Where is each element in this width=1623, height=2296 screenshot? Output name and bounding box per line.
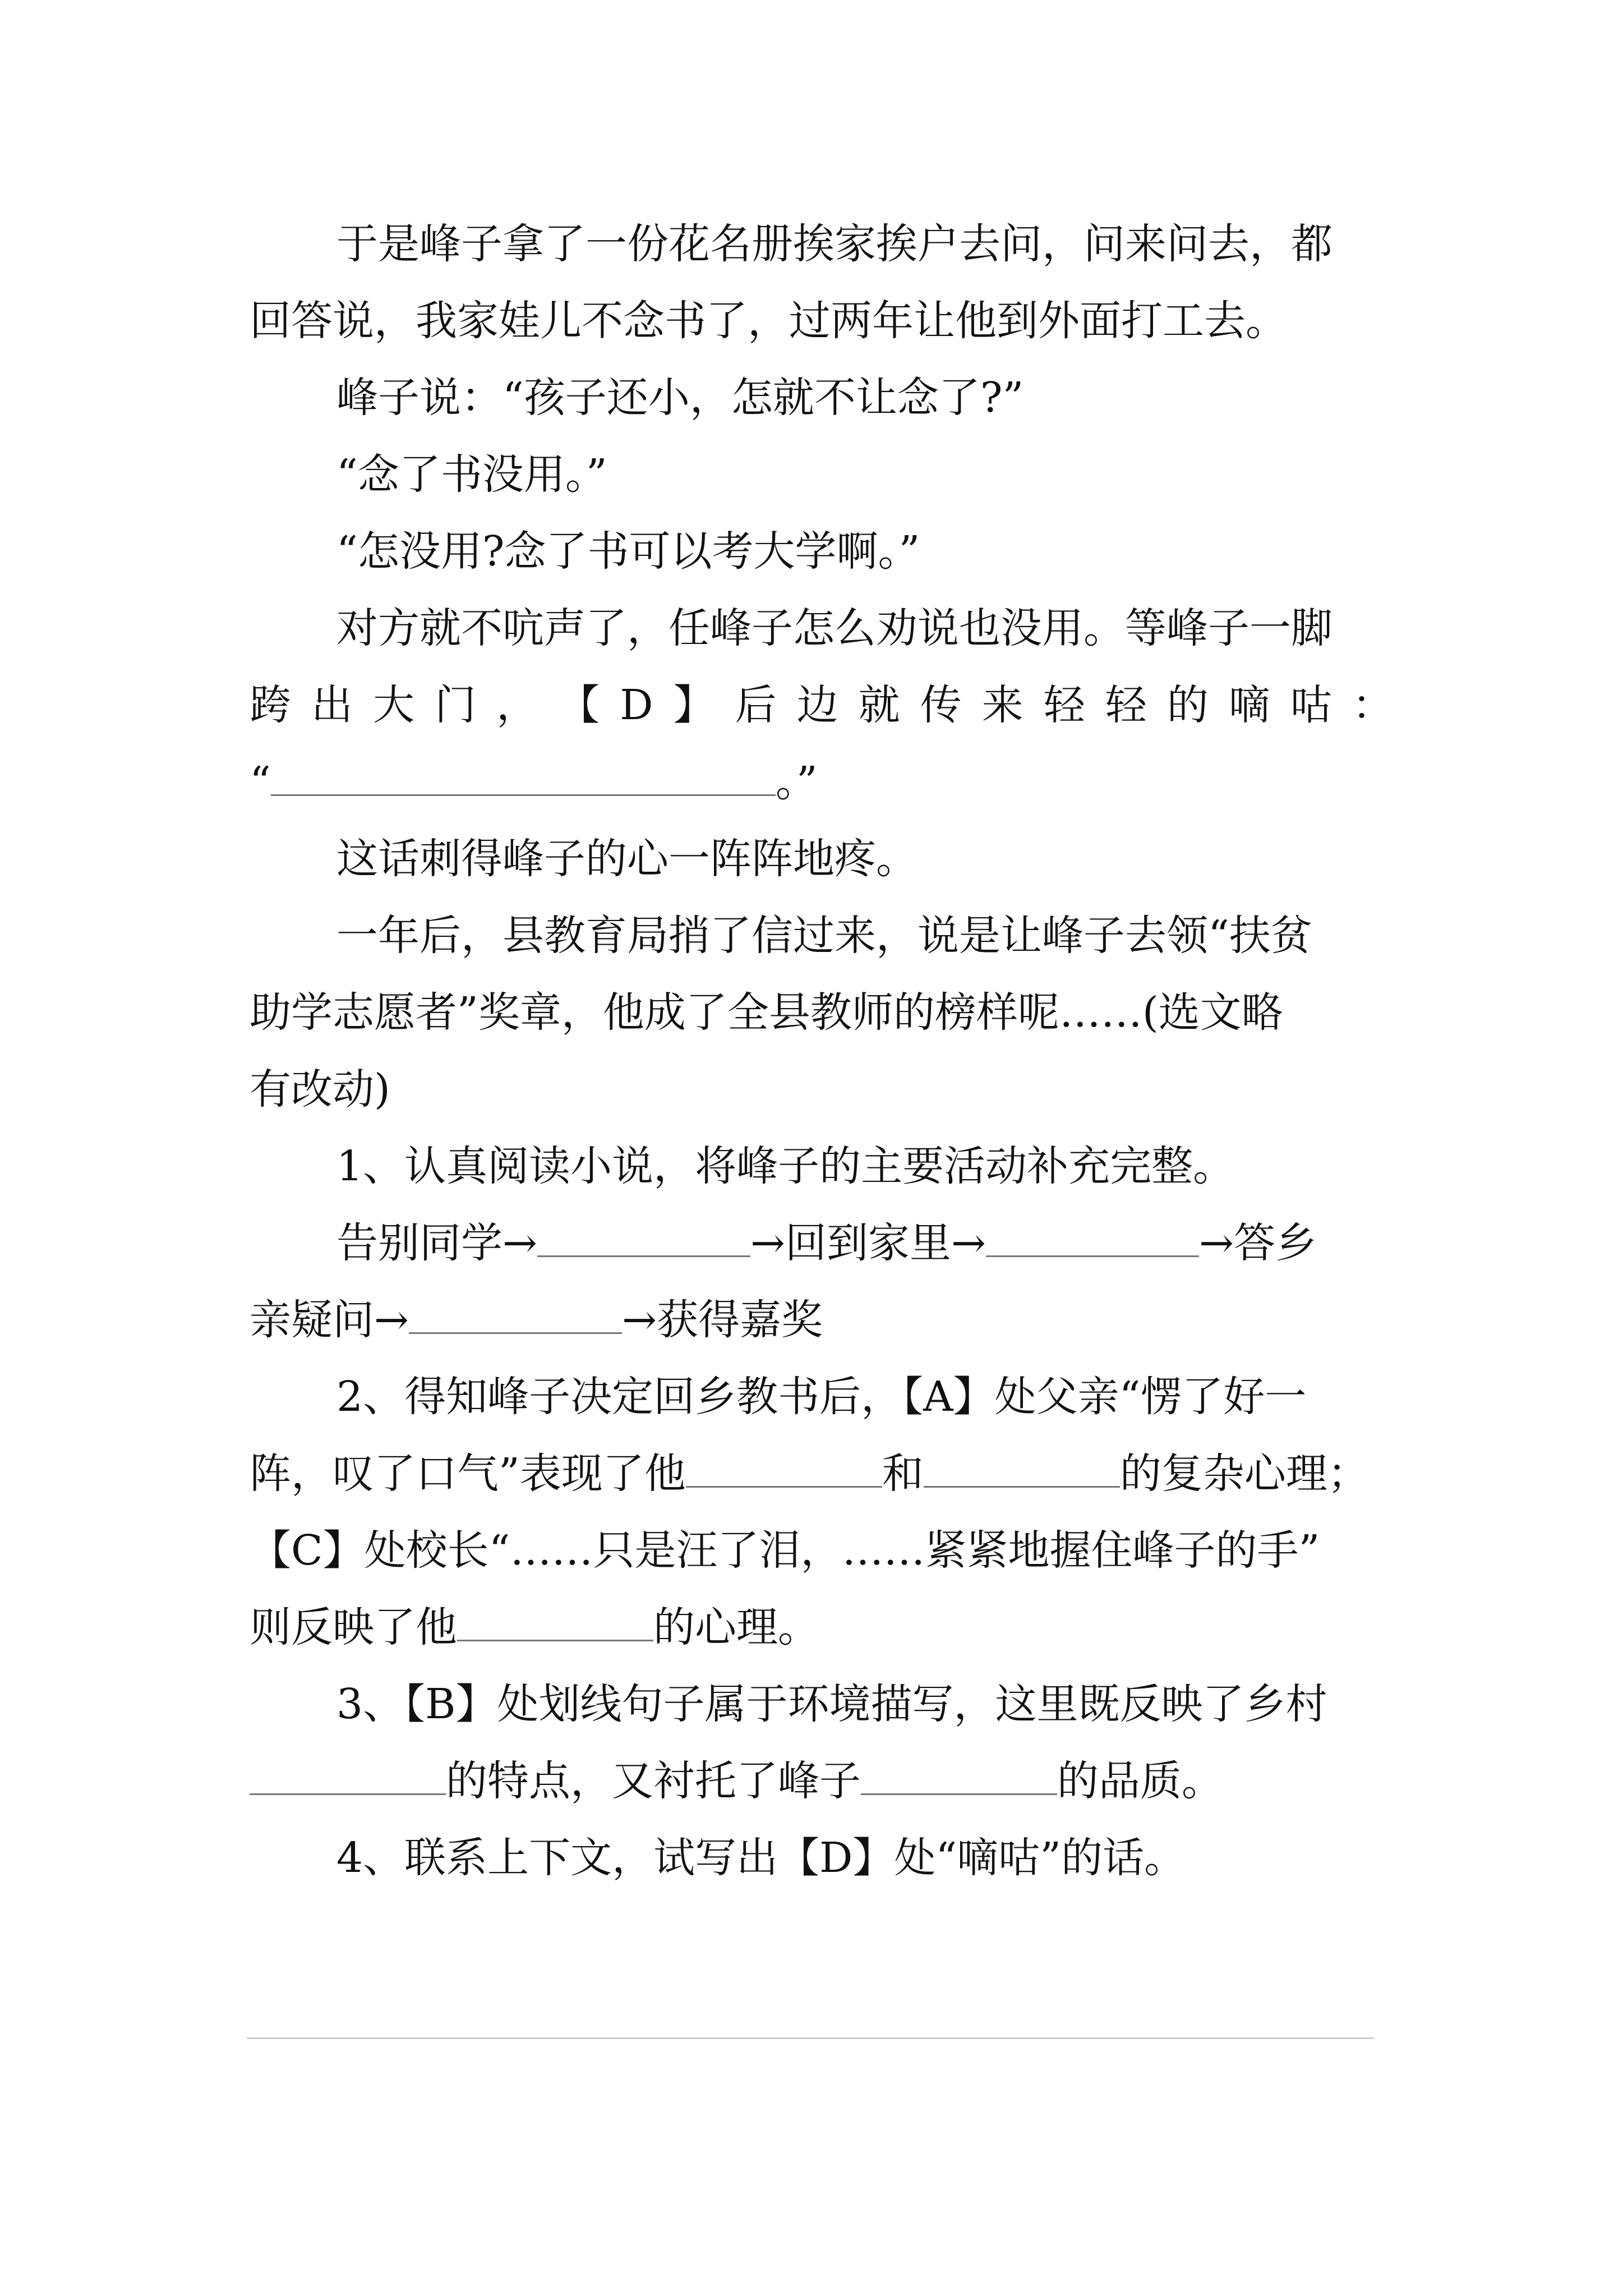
question-1-flow-cont xyxy=(250,1296,823,1344)
paragraph-line: 有改动) xyxy=(250,1065,390,1114)
char: ： xyxy=(1352,681,1394,729)
question-3-line: 3、【B】处划线句子属于环境描写，这里既反映了乡村 xyxy=(336,1680,1327,1728)
question-2-line: 【C】处校长“……只是汪了泪，……紧紧地握住峰子的手” xyxy=(250,1526,1320,1575)
char: ， xyxy=(496,681,538,729)
char: 咕 xyxy=(1290,681,1332,729)
dialogue-line: “念了书没用。” xyxy=(336,450,607,499)
paragraph-line: 回答说，我家娃儿不念书了，过两年让他到外面打工去。 xyxy=(250,297,1287,345)
flow-step: 告别同学→ xyxy=(336,1219,538,1267)
answer-blank[interactable] xyxy=(271,788,776,796)
char: 后 xyxy=(735,681,777,729)
char: 出 xyxy=(311,681,353,729)
answer-blank[interactable] xyxy=(250,1787,446,1795)
dialogue-line: “怎没用?念了书可以考大学啊。” xyxy=(336,527,920,576)
flow-step: 亲疑问→ xyxy=(250,1296,409,1344)
text: 的心理。 xyxy=(653,1603,819,1651)
char: 跨 xyxy=(250,681,291,729)
question-2-line xyxy=(250,1450,1369,1498)
char: 【 xyxy=(558,681,600,729)
answer-blank[interactable] xyxy=(986,1249,1199,1257)
flow-step: →获得嘉奖 xyxy=(622,1296,823,1344)
question-3-line xyxy=(250,1757,1223,1805)
question-4: 4、联系上下文，试写出【D】处“嘀咕”的话。 xyxy=(336,1834,1186,1882)
open-quote: “ xyxy=(250,758,271,806)
answer-line xyxy=(250,758,818,806)
justified-line xyxy=(250,681,1394,729)
answer-blank[interactable] xyxy=(409,1326,622,1334)
text: 的特点，又衬托了峰子 xyxy=(446,1757,861,1805)
paragraph-line: 一年后，县教育局捎了信过来，说是让峰子去领“扶贫 xyxy=(336,912,1312,960)
char: 轻 xyxy=(1105,681,1147,729)
char: 嘀 xyxy=(1228,681,1270,729)
flow-step: →答乡 xyxy=(1199,1219,1317,1267)
text: 的复杂心理； xyxy=(1119,1450,1369,1498)
char: 边 xyxy=(796,681,838,729)
close-quote: 。” xyxy=(775,758,818,806)
text: 则反映了他 xyxy=(250,1603,457,1651)
question-1-flow xyxy=(336,1219,1317,1267)
dialogue-line: 峰子说：“孩子还小，怎就不让念了?” xyxy=(336,374,1024,422)
question-2-line xyxy=(250,1603,819,1651)
char: 大 xyxy=(373,681,415,729)
answer-blank[interactable] xyxy=(457,1634,653,1641)
question-2-line: 2、得知峰子决定回乡教书后，【A】处父亲“愣了好一 xyxy=(336,1373,1307,1421)
char: 门 xyxy=(435,681,477,729)
text: 和 xyxy=(882,1450,924,1498)
text: 的品质。 xyxy=(1057,1757,1223,1805)
paragraph-line: 于是峰子拿了一份花名册挨家挨户去问，问来问去，都 xyxy=(336,220,1332,268)
char: 传 xyxy=(920,681,962,729)
answer-blank[interactable] xyxy=(537,1249,750,1257)
char: D xyxy=(620,681,653,729)
answer-blank[interactable] xyxy=(924,1480,1120,1488)
footer-divider xyxy=(247,2037,1374,2039)
answer-blank[interactable] xyxy=(686,1480,882,1488)
question-1-title: 1、认真阅读小说，将峰子的主要活动补充完整。 xyxy=(336,1142,1235,1190)
char: 来 xyxy=(981,681,1023,729)
answer-blank[interactable] xyxy=(861,1787,1057,1795)
flow-step: →回到家里→ xyxy=(750,1219,986,1267)
char: 轻 xyxy=(1043,681,1085,729)
paragraph-line: 对方就不吭声了，任峰子怎么劝说也没用。等峰子一脚 xyxy=(336,604,1332,652)
paragraph-line: 助学志愿者”奖章，他成了全县教师的榜样呢……(选文略 xyxy=(250,988,1283,1037)
text: 阵，叹了口气”表现了他 xyxy=(250,1450,686,1498)
char: 】 xyxy=(673,681,715,729)
paragraph-line: 这话刺得峰子的心一阵阵地疼。 xyxy=(336,835,917,883)
char: 的 xyxy=(1166,681,1209,729)
char: 就 xyxy=(858,681,900,729)
